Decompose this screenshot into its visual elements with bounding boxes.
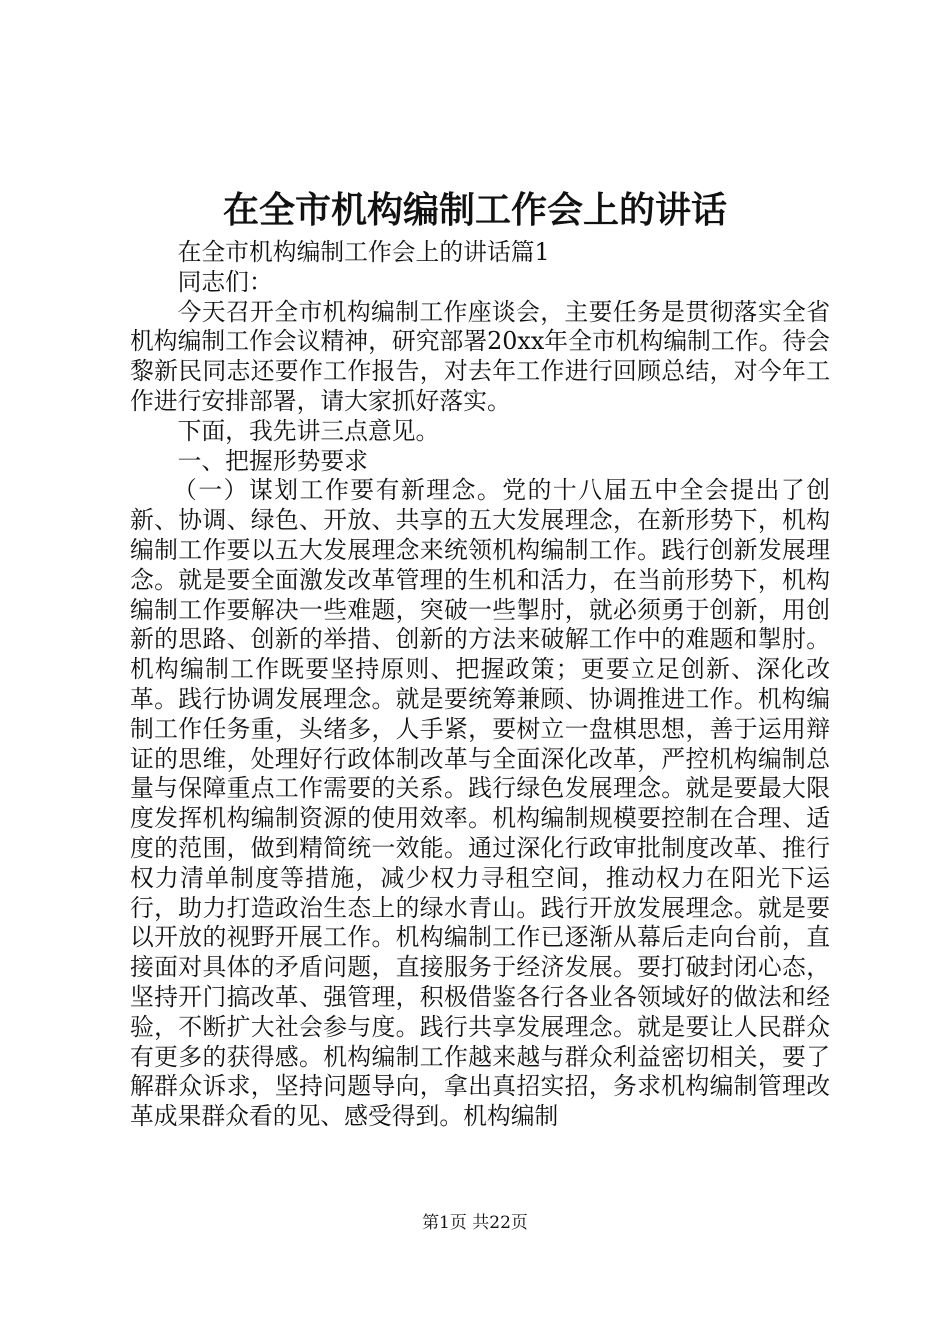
section-heading: 在全市机构编制工作会上的讲话篇1: [177, 238, 550, 266]
document-title: 在全市机构编制工作会上的讲话: [222, 189, 727, 231]
salutation: 同志们：: [177, 267, 273, 296]
paragraph: 下面，我先讲三点意见。: [177, 416, 440, 445]
paragraph: （一）谋划工作要有新理念。党的十八届五中全会提出了创新、协调、绿色、开放、共享的五大发展理念，在新形势下，机构编制工作要以五大发展理念来统领机构编制工作。践行创新发展理念。就是要全面激发改革管理的生机和活力，在当前形势下，机构编制工作要解决一些难题，突破一些掣肘，就必须勇于创新，用创新的思路、创新的举措、创新的方法来破解工作中的难题和掣肘。机构编制工作既要坚持原则、把握政策；更要立足创新、深化改革。践行协调发展理念。就是要统筹兼顾、协调推进工作。机构编制工作任务重，头绪多，人手紧，要树立一盘棋思想，善于运用辩证的思维，处理好行政体制改革与全面深化改革，严控机构编制总量与保障重点工作需要的关系。践行绿色发展理念。就是要最大限度发挥机构编制资源的使用效率。机构编制规模要控制在合理、适度的范围，做到精简统一效能。通过深化行政审批制度改革、推行权力清单制度等措施，减少权力寻租空间，推动权力在阳光下运行，助力打造政治生态上的绿水青山。践行开放发展理念。就是要以开放的视野开展工作。机构编制工作已逐渐从幕后走向台前，直接面对具体的矛盾问题，直接服务于经济发展。要打破封闭心态，坚持开门搞改革、强管理，积极借鉴各行各业各领域好的做法和经验，不断扩大社会参与度。践行共享发展理念。就是要让人民群众有更多的获得感。机构编制工作越来越与群众利益密切相关，要了解群众诉求，坚持问题导向，拿出真招实招，务求机构编制管理改革成果群众看的见、感受得到。机构编制: [130, 476, 830, 1131]
document-body: [130, 238, 830, 1132]
paragraph: 今天召开全市机构编制工作座谈会，主要任务是贯彻落实全省机构编制工作会议精神，研究部署20xx年全市机构编制工作。待会黎新民同志还要作工作报告，对去年工作进行回顾总结，对今年工作进行安排部署，请大家抓好落实。: [130, 297, 830, 415]
section-heading: 一、把握形势要求: [177, 446, 368, 475]
page-number: 第1页 共22页: [422, 1213, 528, 1233]
